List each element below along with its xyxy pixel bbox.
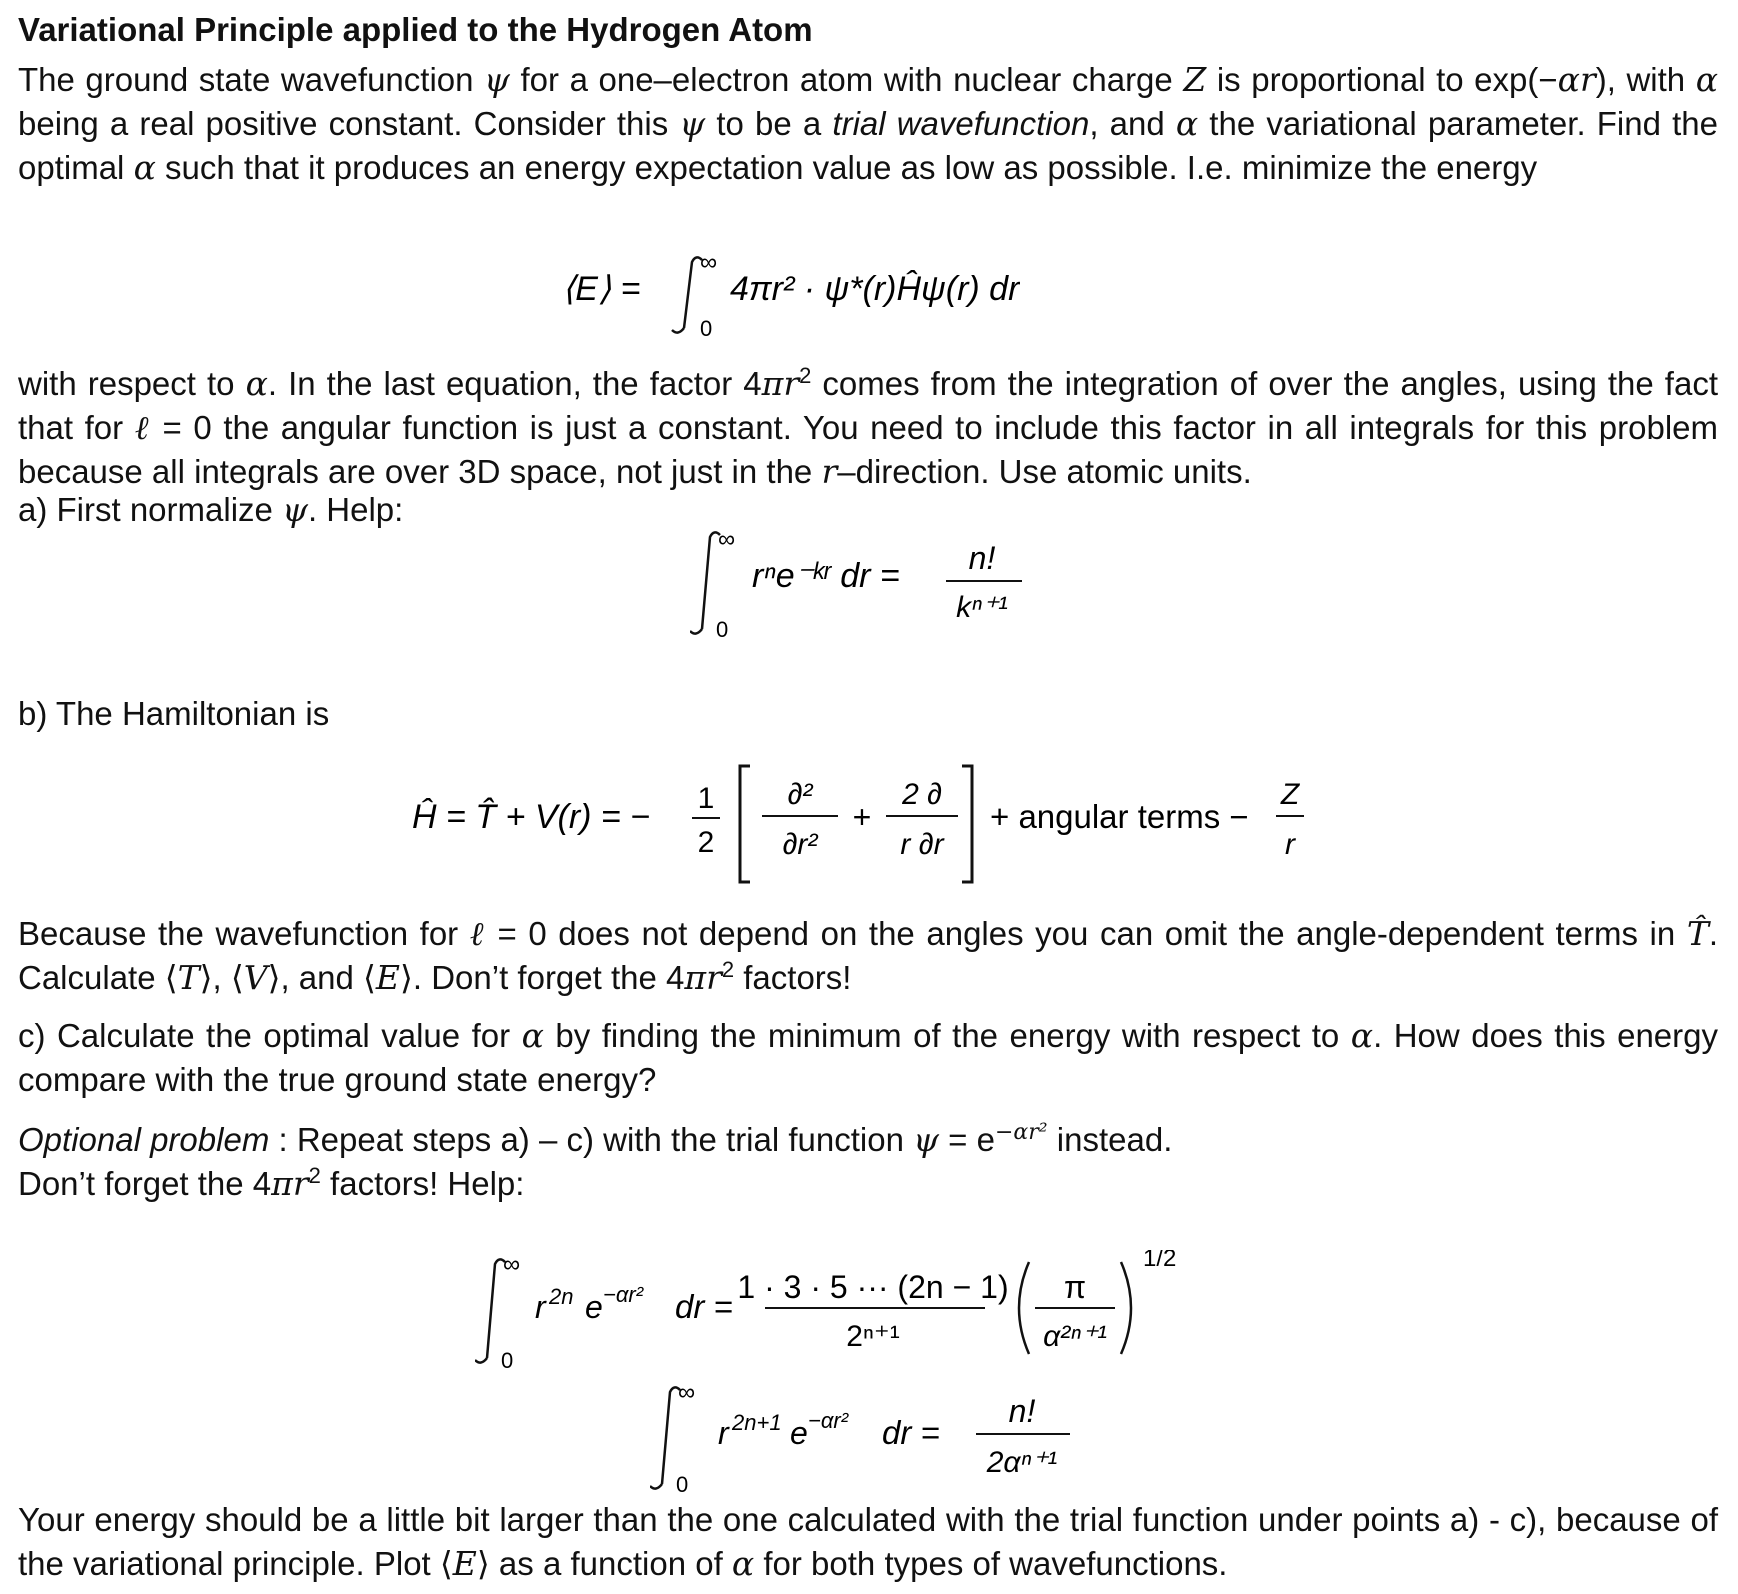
help-lower-limit: 0 xyxy=(716,617,729,642)
half-numerator: 1 xyxy=(697,782,715,815)
gaussian-integral-odd xyxy=(650,1380,1110,1508)
first-derivative-denominator: r ∂r xyxy=(900,828,944,861)
paragraph-kinetic xyxy=(18,912,1718,1000)
help-upper-limit: ∞ xyxy=(718,526,736,553)
half-denominator: 2 xyxy=(697,826,715,859)
gaussian-odd-svg xyxy=(650,1380,1110,1500)
part-c-text: c) Calculate the optimal value for α by finding the minimum of the energy with respect to α. How does this energy compare with the true ground state energy? xyxy=(18,1016,1718,1098)
hamiltonian-svg xyxy=(410,760,1330,890)
gaussian-even-e-exponent: −αr² xyxy=(603,1282,644,1307)
part-a-text: a) First normalize ψ. Help: xyxy=(18,490,404,529)
gaussian-integral-even xyxy=(475,1250,1275,1388)
second-derivative-numerator: ∂² xyxy=(787,778,813,811)
left-paren xyxy=(1019,1262,1029,1354)
coulomb-numerator: Z xyxy=(1280,778,1300,811)
gaussian-even-r: r xyxy=(535,1289,546,1325)
second-derivative-denominator: ∂r² xyxy=(782,828,818,861)
kinetic-text: Because the wavefunction for ℓ = 0 does not depend on the angles you can omit the angle-dependent terms in T̂. Calculate ⟨T⟩, ⟨V⟩, and ⟨E⟩. Don’t forget the $4\pi r^2$ factors! xyxy=(18,914,1718,997)
coulomb-denominator: r xyxy=(1285,828,1295,861)
gaussian-odd-numerator: n! xyxy=(1008,1393,1036,1429)
final-paragraph xyxy=(18,1498,1718,1586)
paragraph-angular-factor xyxy=(18,362,1718,494)
help-numerator: n! xyxy=(968,540,996,576)
hamiltonian-equation xyxy=(410,760,1330,898)
gaussian-even-dr: dr = xyxy=(675,1288,733,1325)
right-paren xyxy=(1121,1262,1131,1354)
document-title-block xyxy=(18,8,1718,52)
gaussian-odd-dr: dr = xyxy=(882,1414,940,1451)
angular-factor-text: with respect to α. In the last equation, the factor $4\pi r^2$ comes from the integration of over the angles, using the fact that for ℓ = 0 the angular function is just a constant. You need to include this factor in all integrals for this problem because all integrals are over 3D space, not just in the r–direction. Use atomic units. xyxy=(18,363,1718,491)
gaussian-even-upper: ∞ xyxy=(503,1251,521,1278)
gaussian-even-power: 1/2 xyxy=(1143,1250,1177,1272)
gaussian-even-pi: π xyxy=(1063,1269,1087,1305)
gaussian-even-numerator: 1 · 3 · 5 ··· (2n − 1) xyxy=(737,1269,1009,1305)
intro-text: The ground state wavefunction ψ for a one–electron atom with nuclear charge Z is proportional to exp(−αr), with α being a real positive constant. Consider this ψ to be a trial wavefunction, and α the variational parameter. Find the optimal α such that it produces an energy expectation value as low as possible. I.e. minimize the energy xyxy=(18,60,1718,187)
energy-lhs: ⟨E⟩ = xyxy=(562,270,641,308)
gaussian-odd-r-exponent: 2n+1 xyxy=(732,1410,782,1435)
energy-equation-svg xyxy=(560,250,1020,340)
gaussian-odd-e: e xyxy=(790,1415,808,1451)
hamiltonian-tail: + angular terms − xyxy=(990,798,1249,835)
optional-problem xyxy=(18,1118,1718,1206)
optional-problem-text: Optional problem : Repeat steps a) – c) with the trial function $\psi = e^{-\alpha r^2}$ instead. Don’t forget the $4\pi r^2$ factors! Help: xyxy=(18,1120,1173,1203)
right-bracket xyxy=(962,766,972,882)
intro-paragraph xyxy=(18,58,1718,190)
gaussian-even-lower: 0 xyxy=(501,1348,514,1373)
integral-sign xyxy=(672,257,702,332)
part-b-text: b) The Hamiltonian is xyxy=(18,695,330,732)
energy-lower-limit: 0 xyxy=(700,316,713,340)
gaussian-even-e: e xyxy=(585,1289,603,1325)
gaussian-even-alpha-den: α²ⁿ⁺¹ xyxy=(1043,1320,1107,1353)
gaussian-even-svg xyxy=(475,1250,1275,1380)
gaussian-even-r-exponent: 2n xyxy=(549,1284,574,1309)
help-integrand: rⁿe⁻ᵏʳ dr = xyxy=(752,557,900,595)
gaussian-odd-upper: ∞ xyxy=(678,1380,696,1406)
plus-sign: + xyxy=(852,799,872,835)
document-title: Variational Principle applied to the Hydrogen Atom xyxy=(18,11,813,48)
gaussian-odd-lower: 0 xyxy=(676,1472,689,1497)
energy-upper-limit: ∞ xyxy=(700,250,718,276)
gaussian-odd-e-exponent: −αr² xyxy=(808,1408,849,1433)
energy-expectation-equation xyxy=(560,250,1020,348)
help-integral-equation xyxy=(690,525,1050,653)
part-b xyxy=(18,692,1718,736)
help-denominator: kⁿ⁺¹ xyxy=(956,591,1008,624)
optional-label: Optional problem xyxy=(18,1121,270,1158)
energy-integrand: 4πr² · ψ*(r)Ĥψ(r) dr xyxy=(730,270,1020,308)
left-bracket xyxy=(740,766,750,882)
hamiltonian-lhs: Ĥ = T̂ + V(r) = − xyxy=(412,798,651,836)
help-integral-svg xyxy=(690,525,1050,645)
gaussian-odd-r: r xyxy=(718,1415,729,1451)
gaussian-even-denominator: 2ⁿ⁺¹ xyxy=(846,1320,900,1353)
part-c xyxy=(18,1014,1718,1102)
first-derivative-numerator: 2 ∂ xyxy=(902,778,942,811)
gaussian-odd-denominator: 2αⁿ⁺¹ xyxy=(986,1446,1058,1479)
final-text: Your energy should be a little bit larger than the one calculated with the trial function under points a) - c), because of the variational principle. Plot ⟨E⟩ as a function of α for both types of wavefunctions. xyxy=(18,1501,1718,1583)
